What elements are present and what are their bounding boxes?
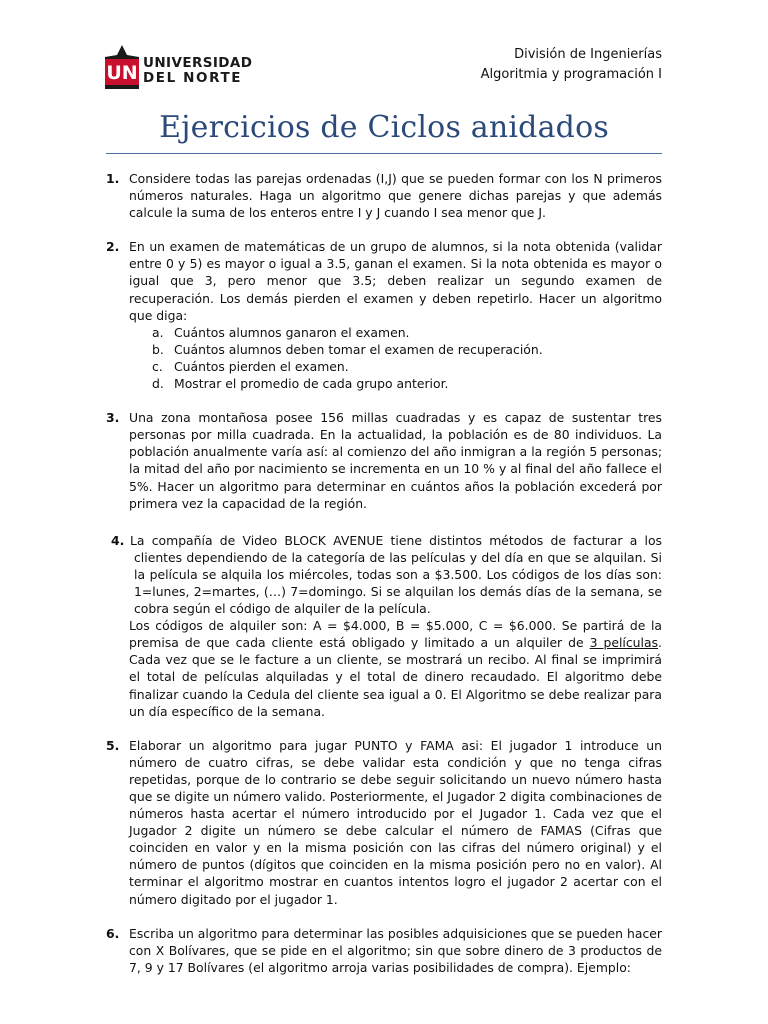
university-logo	[103, 45, 263, 93]
underlined-text: 3 películas	[589, 635, 659, 651]
exercise-text: Una zona montañosa posee 156 millas cuadradas y es capaz de sustentar tres personas por milla cuadrada. En la actualidad, la población es de 80 individuos. La población anualmente varía así: al comienzo del año inmigran a la región 5 personas; la mitad del año por nacimiento se incrementa en un 10 % y al final del año fallece el 5%. Hacer un algoritmo para determinar en cuántos años la población excederá por primera vez la capacidad de la región.	[129, 410, 662, 511]
exercise-text: Elaborar un algoritmo para jugar PUNTO y FAMA asi: El jugador 1 introduce un número de cuatro cifras, se debe validar esta condición y que no tenga cifras repetidas, porque de lo contrario se debe seguir solicitando un nuevo número hasta que se digite un número valido. Posteriormente, el Jugador 2 digita combinaciones de números hasta acertar el número introducido por el Jugador 1. Cada vez que el Jugador 2 digite un número se debe calcular el número de FAMAS (Cifras que coinciden en valor y en la misma posición con las cifras del número original) y el número de puntos (dígitos que coinciden en la misma posición pero no en valor). Al terminar el algoritmo mostrar en cuantos intentos logro el jugador 2 acertar con el número digitado por el jugador 1.	[129, 737, 662, 907]
text-segment: . Cada vez que se le facture a un cliente, se mostrará un recibo. Al final se imprimirá el total de películas alquiladas y el total de dinero recaudado. El algoritmo debe finalizar cuando la Cedula del cliente sea igual a 0. El Algoritmo se debe realizar para un día específico de la semana.	[129, 635, 662, 719]
list-item	[152, 358, 662, 375]
logo-initials: UN	[106, 62, 138, 84]
exercise-text: En un examen de matemáticas de un grupo de alumnos, si la nota obtenida (validar entre 0 y 5) es mayor o igual a 3.5, ganan el examen. Si la nota obtenida es mayor o igual que 3, pero menor que 3.5; deben realizar un segundo examen de recuperación. Los demás pierden el examen y deben repetirlo. Hacer un algoritmo que diga:	[129, 239, 662, 323]
course-name: Algoritmia y programación I	[480, 67, 662, 82]
item-text: Cuántos pierden el examen.	[174, 358, 349, 374]
exercise-text-continued	[106, 617, 662, 720]
exercise-number: 2.	[106, 239, 120, 255]
logo-wordmark	[143, 56, 252, 86]
item-letter: d.	[152, 376, 164, 392]
logo-line-2: DEL NORTE	[143, 70, 243, 86]
exercise-4	[106, 532, 662, 720]
item-text: Mostrar el promedio de cada grupo anterior.	[174, 376, 449, 392]
title-divider	[106, 153, 662, 154]
exercise-text: Considere todas las parejas ordenadas (I,J) que se pueden formar con los N primeros números naturales. Haga un algoritmo que genere dichas parejas y que además calcule la suma de los enteros entre I y J cuando I sea menor que J.	[129, 171, 662, 221]
logo-line-1: UNIVERSIDAD	[143, 55, 253, 71]
item-text: Cuántos alumnos ganaron el examen.	[174, 324, 410, 340]
exercise-number: 3.	[106, 410, 120, 426]
item-letter: a.	[152, 324, 164, 340]
page-title: Ejercicios de Ciclos anidados	[159, 110, 609, 145]
exercise-number: 6.	[106, 925, 120, 941]
item-letter: c.	[152, 358, 163, 374]
list-item	[152, 375, 662, 392]
division-name: División de Ingenierías	[514, 47, 662, 62]
exercise-number: 5.	[106, 737, 120, 753]
exercise-number: 1.	[106, 171, 120, 186]
logo-mark-icon	[103, 45, 141, 89]
list-item	[152, 341, 662, 358]
exercise-5	[106, 737, 662, 908]
page-header	[0, 0, 768, 110]
text-segment: Los códigos de alquiler son: A = $4.000, B = $5.000, C = $6.000. Se partirá de la premisa de que cada cliente está obligado y limitado a un alquiler de	[129, 618, 662, 651]
exercise-2-subitems	[106, 324, 662, 392]
exercise-3	[106, 409, 662, 512]
list-item	[152, 324, 662, 341]
item-letter: b.	[152, 341, 164, 357]
exercise-2	[106, 238, 662, 392]
exercise-text: La compañía de Video BLOCK AVENUE tiene distintos métodos de facturar a los clientes dependiendo de la categoría de las películas y del día en que se alquilan. Si la película se alquila los miércoles, todas son a $3.500. Los códigos de los días son: 1=lunes, 2=martes, (…) 7=domingo. Si se alquilan los demás días de la semana, se cobra según el código de alquiler de la película.	[130, 532, 662, 617]
exercise-number: 4.	[111, 532, 125, 548]
item-text: Cuántos alumnos deben tomar el examen de recuperación.	[174, 341, 543, 357]
exercise-6	[106, 925, 662, 976]
exercise-1	[106, 170, 662, 221]
exercise-list	[106, 170, 662, 993]
header-course-info	[481, 45, 662, 85]
exercise-text: Escriba un algoritmo para determinar las posibles adquisiciones que se pueden hacer con X Bolívares, que se pide en el algoritmo; sin que sobre dinero de 3 productos de 7, 9 y 17 Bolívares (el algoritmo arroja varias posibilidades de compra). Ejemplo:	[129, 925, 662, 975]
